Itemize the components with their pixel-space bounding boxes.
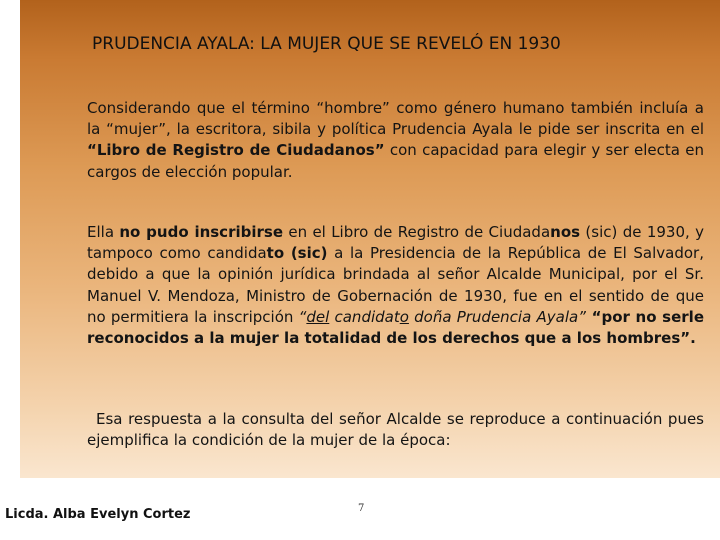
paragraph-2-bold-to: to <box>266 244 285 263</box>
paragraph-2-quote-open: “ <box>298 307 307 326</box>
paragraph-2-text-a: Ella <box>87 223 120 241</box>
paragraph-2-text-d: a la Presidencia de la República de El Salvador, debido a que la opinión jurídica brindada al señor Alcalde Municipal, por el Sr. Manuel V. Mendoza, Ministro de Gobernación de 1930, fue en el sentido de que no permitiera la inscripción <box>87 244 704 326</box>
paragraph-2-quote-candidat: candidat <box>329 307 400 326</box>
paragraph-2-quote-del: del <box>306 307 330 326</box>
paragraph-1 <box>87 98 704 183</box>
paragraph-2-quote-o: o <box>399 307 409 326</box>
slide-background <box>20 0 720 478</box>
paragraph-2 <box>87 222 704 349</box>
slide-number: 7 <box>358 503 365 514</box>
paragraph-2-bold-quote: “por no serle reconocidos a la mujer la totalidad de los derechos que a los hombres”. <box>87 307 704 348</box>
paragraph-1-bold-registry: “Libro de Registro de Ciudadanos” <box>87 141 385 160</box>
paragraph-2-bold-sic: (sic) <box>290 244 328 263</box>
paragraph-3: Esa respuesta a la consulta del señor Alcalde se reproduce a continuación pues ejemplifica la condición de la mujer de la época: <box>87 410 704 450</box>
paragraph-2-quote-rest: doña Prudencia Ayala” <box>408 307 586 326</box>
author-name: Licda. Alba Evelyn Cortez <box>5 507 191 522</box>
paragraph-1-text-a: Considerando que el término “hombre” como género humano también incluía a la “mujer”, la escritora, sibila y política Prudencia Ayala le pide ser inscrita en el <box>87 99 704 139</box>
paragraph-2-bold-nos: nos <box>550 223 581 241</box>
paragraph-2-space <box>284 244 291 262</box>
paragraph-2-text-b: en el Libro de Registro de Ciudada <box>283 223 551 241</box>
paragraph-2-bold-no-pudo: no pudo inscribirse <box>119 223 283 241</box>
slide-title: PRUDENCIA AYALA: LA MUJER QUE SE REVELÓ EN 1930 <box>92 34 561 54</box>
paragraph-2-text-c: (sic) de 1930, y tampoco como candida <box>87 223 704 263</box>
paragraph-1-text-b: con capacidad para elegir y ser electa en cargos de elección popular. <box>87 141 704 181</box>
